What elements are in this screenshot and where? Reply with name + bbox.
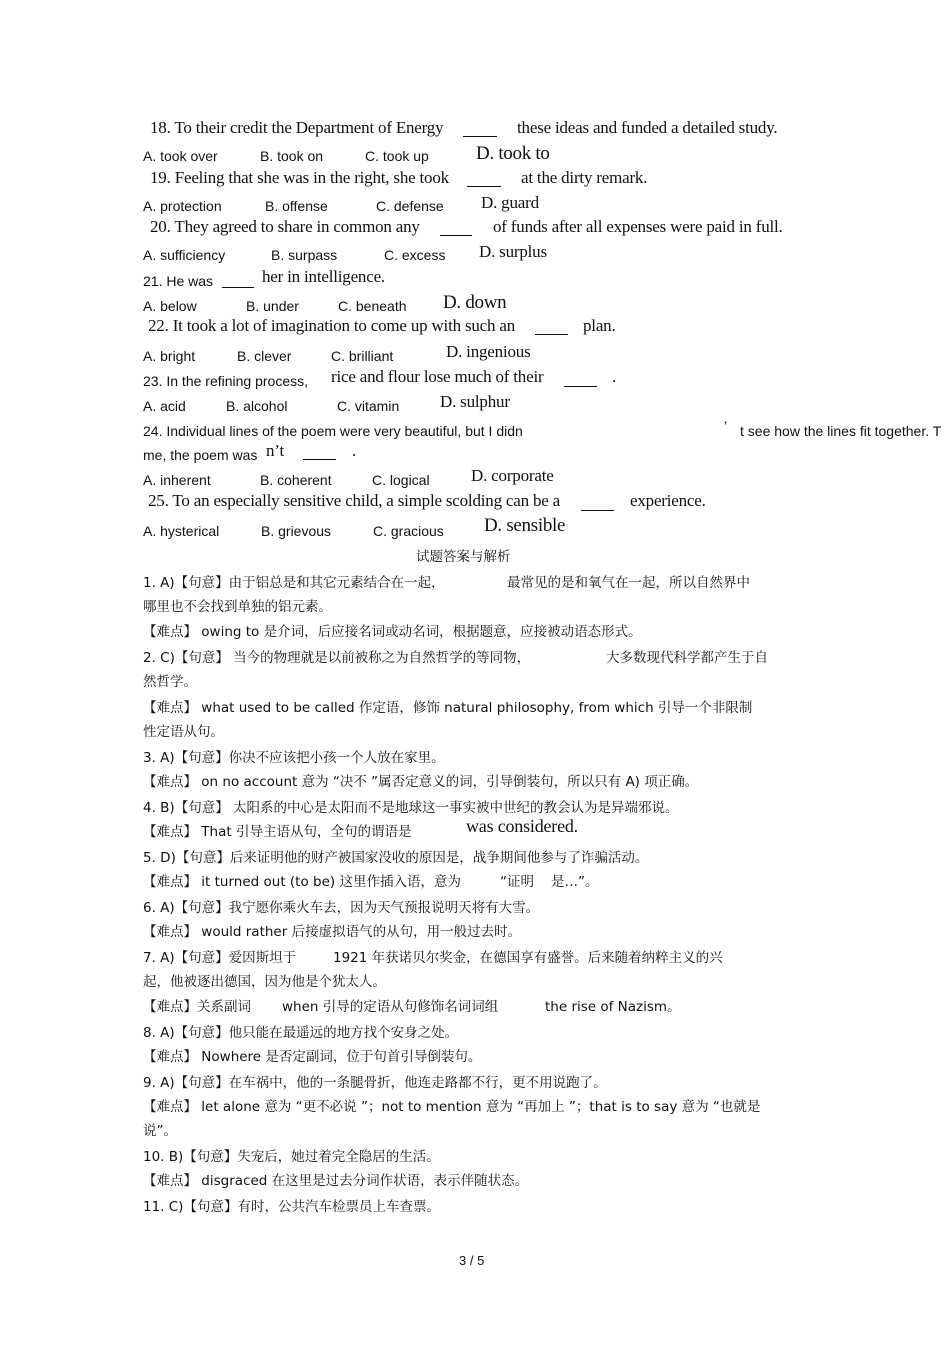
option-c: C. vitamin [337,398,400,414]
answers-heading: 试题答案与解析 [416,549,511,565]
option-d: D. corporate [471,466,554,485]
answer-line: 最常见的是和氧气在一起，所以自然界中 [507,575,750,591]
answer-line: 哪里也不会找到单独的铝元素。 [143,599,332,615]
answer-line: 【难点】关系副词 [143,999,251,1015]
option-b: B. offense [265,198,328,214]
option-d: D. took to [476,143,550,164]
question-18 [150,118,443,138]
question-text-end: . [612,367,617,386]
option-c: C. excess [384,247,446,263]
answer-line: 10. B)【句意】失宠后，她过着完全隐居的生活。 [143,1149,440,1165]
question-number: 22. [148,316,169,335]
option-b: B. coherent [260,472,332,488]
question-text-end: experience. [630,491,706,510]
option-c: C. took up [365,148,429,164]
option-a: A. hysterical [143,523,220,539]
question-21 [143,273,213,289]
question-text-middle: t see how the lines fit together. T [740,423,942,439]
question-number: 20. [150,217,171,236]
answer-line: the rise of Nazism。 [545,999,681,1015]
question-number: 19. [150,168,171,187]
answer-line: 7. A)【句意】爱因斯坦于 [143,950,297,966]
answer-line: 【难点】 would rather 后接虚拟语气的从句，用一般过去时。 [143,924,522,940]
answer-line: 1. A)【句意】由于铝总是和其它元素结合在一起， [143,575,445,591]
answer-line: 然哲学。 [143,674,197,690]
answer-line: 5. D)【句意】后来证明他的财产被国家没收的原因是，战争期间他参与了诈骗活动。 [143,850,649,866]
question-text-end: of funds after all expenses were paid in full. [493,217,783,236]
answer-line: 大多数现代科学都产生于自 [606,650,768,666]
option-b: B. clever [237,348,292,364]
option-c: C. logical [372,472,430,488]
option-c: C. brilliant [331,348,394,364]
question-text-line2-suffix: n’t [266,441,284,460]
question-text: In the refining process, [166,373,308,389]
question-24 [143,423,523,439]
answer-line: 【难点】 Nowhere 是否定副词，位于句首引导倒装句。 [143,1049,482,1065]
answer-line: 1921 年获诺贝尔奖金，在德国享有盛誉。后来随着纳粹主义的兴 [333,950,723,966]
question-text-middle: rice and flour lose much of their [331,367,544,386]
option-c: C. gracious [373,523,444,539]
question-19 [150,168,449,188]
question-text: To their credit the Department of Energy [174,118,444,137]
answer-line: 6. A)【句意】我宁愿你乘火车去，因为天气预报说明天将有大雪。 [143,900,540,916]
apostrophe: ’ [724,418,728,434]
question-20 [150,217,420,237]
answer-line: 【难点】 owing to 是介词，后应接名词或动名词，根据题意，应接被动语态形式。 [143,624,642,640]
question-text-end: these ideas and funded a detailed study. [517,118,778,137]
answer-line: when 引导的定语从句修饰名词词组 [282,999,499,1015]
answer-blank [535,320,568,335]
question-text: He was [166,273,214,289]
answer-line: 【难点】 let alone 意为 “更不必说 ”；not to mention 意为 “再加上 ”；that is to say 意为 “也就是 [143,1099,761,1115]
answer-blank [463,122,497,137]
question-text: Individual lines of the poem were very beautiful, but I didn [166,423,523,439]
option-d: D. down [443,292,507,313]
question-text-end: her in intelligence. [262,267,385,286]
answer-line: 【难点】 disgraced 在这里是过去分词作状语，表示伴随状态。 [143,1173,529,1189]
question-text: It took a lot of imagination to come up with such an [172,316,516,335]
option-b: B. surpass [271,247,338,263]
answer-line: 【难点】 on no account 意为 “决不 ”属否定意义的词，引导倒装句，所以只有 A) 项正确。 [143,774,699,790]
answer-line: 4. B)【句意】 太阳系的中心是太阳而不是地球这一事实被中世纪的教会认为是异端邪说。 [143,800,679,816]
option-c: C. defense [376,198,444,214]
answer-line: 9. A)【句意】在车祸中，他的一条腿骨折，他连走路都不行，更不用说跑了。 [143,1075,607,1091]
question-text-line2: me, the poem was [143,447,258,463]
answer-line: 3. A)【句意】你决不应该把小孩一个人放在家里。 [143,750,445,766]
option-b: B. under [246,298,299,314]
option-a: A. acid [143,398,186,414]
option-a: A. took over [143,148,218,164]
answer-blank [467,172,501,187]
question-number: 23. [143,373,163,389]
answer-line: 性定语从句。 [143,724,224,740]
answer-line: 2. C)【句意】 当今的物理就是以前被称之为自然哲学的等同物， [143,650,531,666]
answer-line: 是…”。 [551,874,599,890]
option-a: A. below [143,298,197,314]
question-number: 25. [148,491,169,510]
answer-line: 【难点】 That 引导主语从句，全句的谓语是 [143,824,412,840]
option-b: B. grievous [261,523,332,539]
answer-line: 8. A)【句意】他只能在最遥远的地方找个安身之处。 [143,1025,459,1041]
answer-line: was considered. [466,816,578,836]
answer-blank [440,221,472,236]
answer-blank [564,372,597,387]
option-d: D. sensible [484,515,566,536]
question-number: 21. [143,273,163,289]
option-a: A. sufficiency [143,247,226,263]
answer-blank [303,445,336,460]
question-25 [148,491,560,511]
question-text-end: at the dirty remark. [521,168,648,187]
answer-line: 起，他被逐出德国，因为他是个犹太人。 [143,974,386,990]
answer-line: 【难点】 it turned out (to be) 这里作插入语，意为 [143,874,461,890]
question-text: Feeling that she was in the right, she took [174,168,449,187]
answer-line: 【难点】 what used to be called 作定语，修饰 natural philosophy, from which 引导一个非限制 [143,700,753,716]
page-number: 3 / 5 [459,1253,485,1268]
question-23 [143,373,308,389]
question-text: To an especially sensitive child, a simple scolding can be a [172,491,561,510]
question-number: 18. [150,118,171,137]
question-text-end: plan. [583,316,616,335]
option-a: A. protection [143,198,222,214]
option-d: D. guard [481,193,539,212]
option-a: A. inherent [143,472,211,488]
option-d: D. ingenious [446,342,531,361]
answer-line: 说”。 [143,1123,177,1139]
option-a: A. bright [143,348,196,364]
question-text: They agreed to share in common any [174,217,420,236]
option-b: B. took on [260,148,324,164]
question-number: 24. [143,423,163,439]
option-d: D. surplus [479,242,547,261]
answer-blank [581,496,614,511]
option-c: C. beneath [338,298,407,314]
question-22 [148,316,515,336]
answer-blank [222,273,254,288]
answer-line: “证明 [500,874,534,890]
option-d: D. sulphur [440,392,510,411]
option-b: B. alcohol [226,398,288,414]
question-text-end: . [352,441,357,460]
answer-line: 11. C)【句意】有时，公共汽车检票员上车查票。 [143,1199,440,1215]
